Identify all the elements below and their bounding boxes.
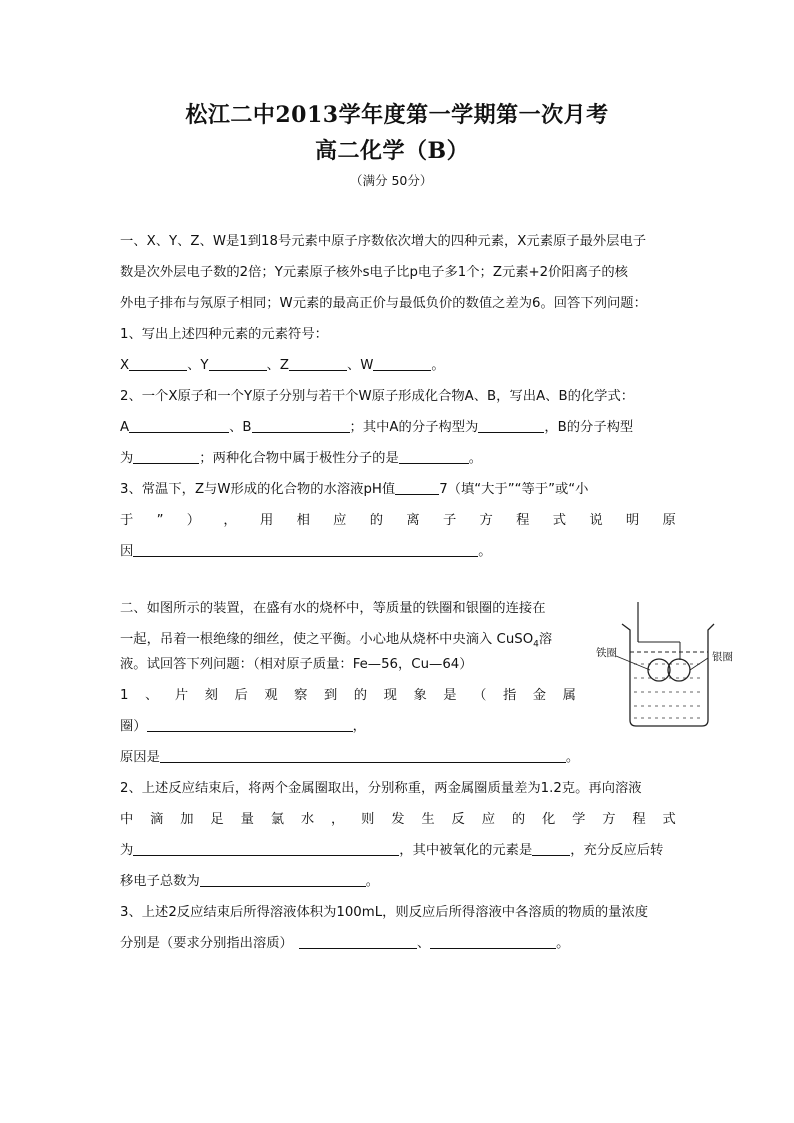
full-score: （满分 50分） xyxy=(350,173,433,188)
q2-intro-line2 xyxy=(120,630,552,655)
text-char: 氯 xyxy=(270,812,284,827)
text-char: 观 xyxy=(264,688,278,703)
answer-blank-polar[interactable] xyxy=(399,449,469,464)
answer-blank-oxidized[interactable] xyxy=(532,841,570,856)
text-char: （ xyxy=(473,688,487,703)
text-char: ， xyxy=(330,812,345,827)
exam-subtitle: 高二化学（B） xyxy=(315,138,470,164)
q1-sub3-end: 。 xyxy=(478,544,492,559)
q2-intro-line3: 液。试回答下列问题：（相对原子质量：Fe—56，Cu—64） xyxy=(120,657,473,672)
text-char: 学 xyxy=(572,812,586,827)
text-char: 指 xyxy=(502,688,517,703)
q1-sub3-line3 xyxy=(120,542,492,562)
text-char: 后 xyxy=(234,688,248,703)
exam-title: 松江二中2013学年度第一学期第一次月考 xyxy=(185,102,609,128)
text-char: 察 xyxy=(294,688,308,703)
text-char: 中 xyxy=(120,812,134,827)
text-char: 程 xyxy=(632,812,646,827)
q1-sub1-end: 。 xyxy=(431,358,445,373)
q2-sub1-l2-end: ， xyxy=(352,719,366,734)
q2-sub2-line2 xyxy=(120,810,676,830)
q2-intro2-sub: 4 xyxy=(533,639,539,650)
answer-blank-reason[interactable] xyxy=(133,542,478,557)
q2-sub3-l2: 分别是（要求分别指出溶质） xyxy=(120,936,293,951)
text-char: 原 xyxy=(662,513,676,528)
text-char: ） xyxy=(186,513,201,528)
text-char: 式 xyxy=(552,513,567,528)
q1-sub2-end: 。 xyxy=(468,451,483,466)
q2-sub2-l4-end: 。 xyxy=(365,874,380,889)
q2-sub1-l2: 圈） xyxy=(120,719,147,734)
q1-label-w: 、W xyxy=(346,358,374,373)
text-char: 式 xyxy=(662,812,676,827)
answer-blank-x[interactable] xyxy=(129,356,187,371)
text-char: 子 xyxy=(442,513,457,528)
beaker-outline xyxy=(622,624,714,726)
answer-blank-electrons[interactable] xyxy=(200,872,366,887)
text-char: 足 xyxy=(210,812,224,827)
text-char: 量 xyxy=(240,812,254,827)
q1-label-y: 、Y xyxy=(187,358,209,373)
text-char: 到 xyxy=(323,688,338,703)
text-char: 明 xyxy=(625,513,640,528)
text-char: 片 xyxy=(174,688,189,703)
text-char: 化 xyxy=(541,812,556,827)
q2-intro2a: 一起，吊着一根绝缘的细丝，使之平衡。小心地从烧杯中央滴入 CuSO xyxy=(120,632,534,647)
q1-sub1-prompt: 1、写出上述四种元素的元素符号： xyxy=(120,327,328,342)
q1-label-b: 、B xyxy=(229,420,252,435)
q2-sub1-line2 xyxy=(120,717,366,737)
label-silver-ring: 银圈 xyxy=(712,651,733,663)
text-char: 方 xyxy=(602,812,616,827)
text-char: 的 xyxy=(511,812,526,827)
q2-sub3-sep: 、 xyxy=(416,936,431,951)
answer-blank-y[interactable] xyxy=(209,356,267,371)
text-char: 的 xyxy=(369,513,384,528)
q1-label-a: A xyxy=(120,420,130,435)
text-char: 刻 xyxy=(204,688,218,703)
text-char: 反 xyxy=(451,812,465,827)
answer-blank-b[interactable] xyxy=(252,418,350,433)
q2-sub1-reason: 原因是 xyxy=(120,750,160,765)
text-char: 生 xyxy=(421,812,435,827)
text-char: 现 xyxy=(383,688,397,703)
q2-sub2-line1: 2、上述反应结束后，将两个金属圈取出，分别称重，两金属圈质量差为1.2克。再向溶液 xyxy=(120,781,642,796)
text-char: ， xyxy=(223,513,237,528)
q2-sub2-line4 xyxy=(120,872,379,892)
text-char: 用 xyxy=(259,513,274,528)
answer-blank-ph[interactable] xyxy=(395,480,439,495)
q1-label-x: X xyxy=(120,358,130,373)
q1-sub2-mid: ；其中A的分子构型为 xyxy=(349,420,479,435)
text-char: 加 xyxy=(180,812,194,827)
text-char: 应 xyxy=(333,513,347,528)
text-char: 的 xyxy=(353,688,368,703)
q1-sub2-line3 xyxy=(120,449,482,469)
q1-sub2-l3b: ；两种化合物中属于极性分子的是 xyxy=(199,451,399,466)
q2-intro-line1: 二、如图所示的装置，在盛有水的烧杯中，等质量的铁圈和银圈的连接在 xyxy=(120,601,546,616)
text-char: 应 xyxy=(481,812,495,827)
q1-sub2-mid2: ，B的分子构型 xyxy=(544,420,634,435)
q1-sub2-l3a: 为 xyxy=(120,451,134,466)
answer-blank-z[interactable] xyxy=(289,356,347,371)
q2-sub2-l3b: ，其中被氧化的元素是 xyxy=(399,843,533,858)
q1-sub3-b: 7（填“大于”“等于”或“小 xyxy=(439,482,589,497)
answer-blank-cause[interactable] xyxy=(160,748,566,763)
q2-sub3-line2 xyxy=(120,934,569,954)
q1-sub3-line1 xyxy=(120,480,588,500)
text-char: 发 xyxy=(391,812,405,827)
answer-blank-conc1[interactable] xyxy=(299,934,417,949)
beaker-figure xyxy=(590,600,720,730)
q2-sub1-line1 xyxy=(120,686,576,706)
iron-pointer xyxy=(616,656,650,670)
text-char: 程 xyxy=(516,513,530,528)
answer-blank-equation[interactable] xyxy=(133,841,399,856)
q1-sub3-l3: 因 xyxy=(120,544,134,559)
text-char: 金 xyxy=(532,688,547,703)
q1-sub2-prompt: 2、一个X原子和一个Y原子分别与若干个W原子形成化合物A、B，写出A、B的化学式： xyxy=(120,389,635,404)
text-char: 象 xyxy=(413,688,427,703)
answer-blank-a-shape[interactable] xyxy=(478,418,544,433)
q1-intro-line2: 数是次外层电子数的2倍；Y元素原子核外s电子比p电子多1个；Z元素+2价阳离子的核 xyxy=(120,265,628,280)
text-char: 滴 xyxy=(150,812,164,827)
q2-sub2-l3a: 为 xyxy=(120,843,134,858)
q2-sub1-reason-end: 。 xyxy=(565,750,580,765)
text-char: ” xyxy=(156,513,164,528)
text-char: 于 xyxy=(120,513,134,528)
q2-sub2-l3c: ，充分反应后转 xyxy=(570,843,664,858)
q1-sub2-line2 xyxy=(120,418,633,438)
text-char: 相 xyxy=(296,513,310,528)
q2-sub1-line3 xyxy=(120,748,579,768)
text-char: 离 xyxy=(406,513,420,528)
q1-label-z: 、Z xyxy=(266,358,289,373)
q1-intro-line3: 外电子排布与氖原子相同；W元素的最高正价与最低负价的数值之差为6。回答下列问题： xyxy=(120,296,647,311)
q2-sub2-line3 xyxy=(120,841,663,861)
text-char: 1 xyxy=(120,688,129,703)
text-char: 则 xyxy=(361,812,375,827)
q2-sub3-line1: 3、上述2反应结束后所得溶液体积为100mL，则反应后所得溶液中各溶质的物质的量浓度 xyxy=(120,905,649,920)
answer-blank-observation[interactable] xyxy=(147,717,353,732)
text-char: 说 xyxy=(589,513,603,528)
q1-sub3-line2 xyxy=(120,511,676,531)
text-char: 水 xyxy=(300,812,315,827)
q2-intro2b: 溶 xyxy=(538,632,553,647)
text-char: 、 xyxy=(145,688,159,703)
q1-sub3-a: 3、常温下，Z与W形成的化合物的水溶液pH值 xyxy=(120,482,396,497)
q2-sub2-l4: 移电子总数为 xyxy=(120,874,200,889)
q2-sub3-end: 。 xyxy=(556,936,570,951)
answer-blank-w[interactable] xyxy=(373,356,431,371)
iron-ring xyxy=(648,659,670,681)
answer-blank-conc2[interactable] xyxy=(430,934,556,949)
q1-intro-line1: 一、X、Y、Z、W是1到18号元素中原子序数依次增大的四种元素，X元素原子最外层电子 xyxy=(120,234,647,249)
answer-blank-b-shape[interactable] xyxy=(133,449,199,464)
label-iron-ring: 铁圈 xyxy=(596,647,617,659)
text-char: 方 xyxy=(479,513,493,528)
answer-blank-a[interactable] xyxy=(129,418,229,433)
text-char: 属 xyxy=(562,688,576,703)
q1-sub1-answers xyxy=(120,356,445,376)
text-char: 是 xyxy=(443,688,457,703)
